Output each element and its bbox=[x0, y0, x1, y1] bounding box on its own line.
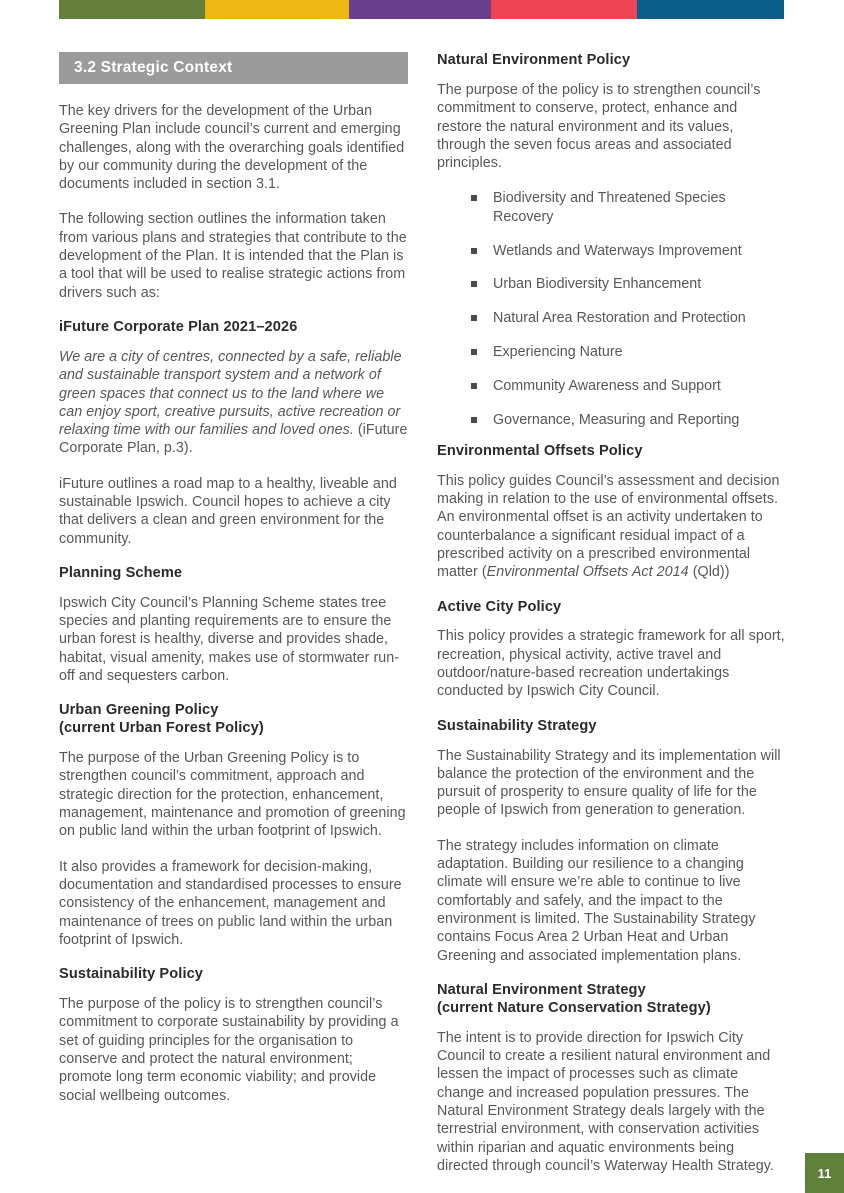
focus-area-list-item bbox=[471, 377, 785, 395]
sustainability-policy-paragraph: The purpose of the policy is to strengthen council’s commitment to corporate sustainability by providing a set of guiding principles for the organisation to conserve and protect the natural environment; promote long term economic viability; and provide social wellbeing outcomes. bbox=[59, 996, 399, 1104]
urban-greening-policy-paragraph-1: The purpose of the Urban Greening Policy is to strengthen council’s commitment, approach and strategic direction for the protection, enhancement, management, maintenance and promotion of greening on public land within the urban footprint of Ipswich. bbox=[59, 750, 406, 840]
intro-paragraph-2: The following section outlines the information taken from various plans and strategies that contribute to the development of the Plan. It is intended that the Plan is a tool that will be used to realise strategic actions from drivers such as: bbox=[59, 211, 407, 301]
environmental-offsets-act-citation: Environmental Offsets Act 2014 bbox=[486, 564, 689, 581]
square-bullet-icon bbox=[471, 349, 477, 355]
page-number-badge: 11 bbox=[805, 1153, 844, 1193]
planning-scheme-paragraph: Ipswich City Council’s Planning Scheme states tree species and planting requirements are to ensure the urban forest is healthy, diverse and provides shade, habitat, visual amenity, makes use of stormwater run-off and sequesters carbon. bbox=[59, 594, 400, 684]
sustainability-strategy-paragraph-1: The Sustainability Strategy and its implementation will balance the protection of the environment and the pursuit of prosperity to ensure quality of life for the people of Ipswich from generation to generation. bbox=[437, 747, 781, 819]
heading-ifuture-corporate-plan: iFuture Corporate Plan 2021–2026 bbox=[59, 318, 298, 335]
square-bullet-icon bbox=[471, 248, 477, 254]
heading-planning-scheme: Planning Scheme bbox=[59, 564, 183, 581]
focus-area-label: Community Awareness and Support bbox=[493, 377, 721, 394]
active-city-policy-paragraph: This policy provides a strategic framework for all sport, recreation, physical activity, active travel and outdoor/nature-based recreation undertakings conducted by Ipswich City Council. bbox=[437, 628, 785, 700]
focus-area-label: Natural Area Restoration and Protection bbox=[493, 310, 746, 327]
focus-area-label: Wetlands and Waterways Improvement bbox=[493, 242, 742, 259]
focus-areas-list bbox=[437, 189, 785, 428]
heading-active-city-policy: Active City Policy bbox=[437, 598, 562, 615]
square-bullet-icon bbox=[471, 195, 477, 201]
square-bullet-icon bbox=[471, 417, 477, 423]
square-bullet-icon bbox=[471, 281, 477, 287]
ifuture-quote-text: We are a city of centres, connected by a safe, reliable and sustainable transport system and a network of green spaces that connect us to the land where we can enjoy sport, creative pursuits, active recreation or relaxing time with our families and loved ones. bbox=[59, 348, 402, 439]
heading-sustainability-strategy: Sustainability Strategy bbox=[437, 717, 597, 734]
color-band-swatch-blue bbox=[637, 0, 784, 19]
top-color-band bbox=[59, 0, 784, 19]
environmental-offsets-text-prefix: This policy guides Council’s assessment and decision making in relation to the use of environmental offsets. An environmental offset is an activity undertaken to counterbalance a significant residual impact of a prescribed activity on a prescribed environmental matter ( bbox=[437, 472, 780, 581]
focus-area-label: Biodiversity and Threatened Species Recovery bbox=[493, 190, 726, 225]
ifuture-paragraph: iFuture outlines a road map to a healthy, liveable and sustainable Ipswich. Council hopes to achieve a city that delivers a clean and green environment for the community. bbox=[59, 475, 397, 547]
heading-urban-greening-policy-line-1: Urban Greening Policy bbox=[59, 702, 219, 719]
right-text-column bbox=[437, 52, 785, 1175]
focus-area-list-item bbox=[471, 343, 785, 361]
focus-area-list-item bbox=[471, 309, 785, 327]
color-band-swatch-red bbox=[491, 0, 637, 19]
sustainability-strategy-paragraph-2: The strategy includes information on climate adaptation. Building our resilience to a changing climate will ensure we’re able to continue to live comfortably and safely, and the impact to the environment is limited. The Sustainability Strategy contains Focus Area 2 Urban Heat and Urban Greening and associated implementation plans. bbox=[437, 837, 756, 964]
heading-environmental-offsets-policy: Environmental Offsets Policy bbox=[437, 442, 643, 459]
environmental-offsets-text-suffix: (Qld)) bbox=[688, 564, 730, 581]
focus-area-list-item bbox=[471, 242, 785, 260]
heading-natural-environment-strategy bbox=[437, 982, 785, 1018]
color-band-swatch-green bbox=[59, 0, 205, 19]
heading-urban-greening-policy-line-2: (current Urban Forest Policy) bbox=[59, 720, 264, 737]
heading-natural-environment-strategy-line-2: (current Nature Conservation Strategy) bbox=[437, 999, 711, 1016]
heading-urban-greening-policy bbox=[59, 702, 408, 738]
focus-area-label: Urban Biodiversity Enhancement bbox=[493, 276, 702, 293]
ifuture-quote-attribution: (iFuture Corporate Plan, p.3). bbox=[59, 422, 408, 457]
focus-area-list-item bbox=[471, 189, 785, 226]
focus-area-label: Experiencing Nature bbox=[493, 343, 623, 360]
natural-environment-strategy-paragraph: The intent is to provide direction for Ipswich City Council to create a resilient natural environment and lessen the impact of processes such as climate change and increased population pressures. The Natural Environment Strategy deals largely with the terrestrial environment, with conservation activities within riparian and aquatic environments being directed through council’s Waterway Health Strategy. bbox=[437, 1029, 774, 1174]
ifuture-quote bbox=[59, 348, 408, 458]
focus-area-list-item bbox=[471, 275, 785, 293]
square-bullet-icon bbox=[471, 315, 477, 321]
section-header-bar: 3.2 Strategic Context bbox=[59, 52, 408, 84]
natural-environment-policy-paragraph: The purpose of the policy is to strengthen council’s commitment to conserve, protect, enhance and restore the natural environment and its values, through the seven focus areas and associated principles. bbox=[437, 81, 761, 172]
color-band-swatch-purple bbox=[349, 0, 491, 19]
left-text-column bbox=[59, 52, 408, 1105]
environmental-offsets-policy-paragraph bbox=[437, 472, 785, 582]
heading-natural-environment-strategy-line-1: Natural Environment Strategy bbox=[437, 981, 646, 998]
intro-paragraph-1: The key drivers for the development of the Urban Greening Plan include council’s current and emerging challenges, along with the overarching goals identified by our community during the development of the documents included in section 3.1. bbox=[59, 103, 405, 193]
urban-greening-policy-paragraph-2: It also provides a framework for decision-making, documentation and standardised processes to ensure consistency of the enhancement, management and maintenance of trees on public land within the urban footprint of Ipswich. bbox=[59, 858, 402, 948]
focus-area-label: Governance, Measuring and Reporting bbox=[493, 411, 740, 428]
heading-sustainability-policy: Sustainability Policy bbox=[59, 966, 204, 983]
square-bullet-icon bbox=[471, 383, 477, 389]
focus-area-list-item bbox=[471, 411, 785, 429]
heading-natural-environment-policy: Natural Environment Policy bbox=[437, 52, 631, 68]
color-band-swatch-yellow bbox=[205, 0, 349, 19]
